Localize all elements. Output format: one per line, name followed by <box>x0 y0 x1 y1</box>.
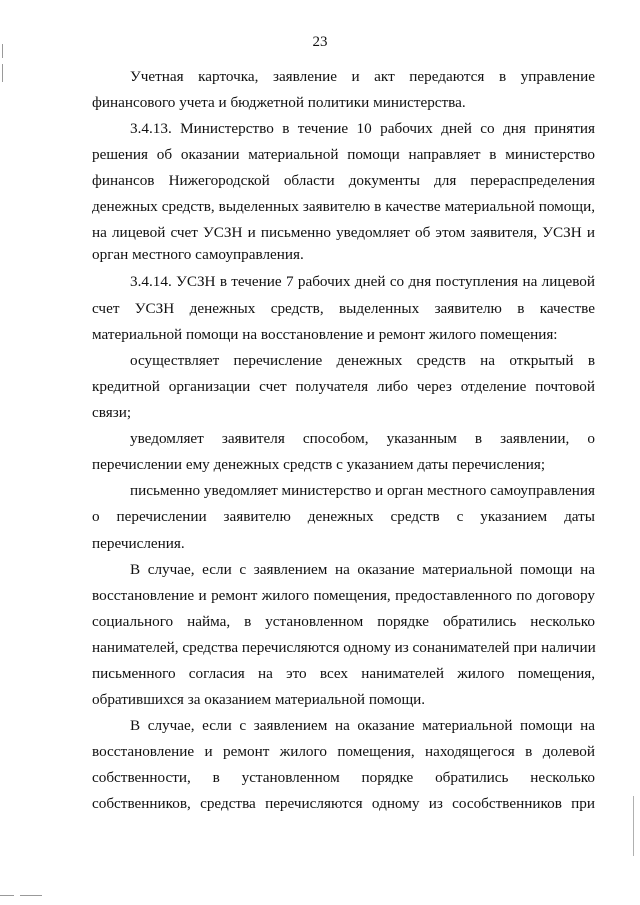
text-line: 3.4.13. Министерство в течение 10 рабочих дней со дня принятия <box>130 120 595 137</box>
text-line: письменно уведомляет министерство и орган местного самоуправления <box>130 482 596 499</box>
text-line: осуществляет перечисление денежных средств на открытый в <box>130 352 595 369</box>
text-line: орган местного самоуправления. <box>92 246 304 263</box>
scan-edge-mark <box>2 64 3 82</box>
text-line: перечисления. <box>92 535 185 552</box>
text-line: связи; <box>92 404 132 421</box>
text-line: Учетная карточка, заявление и акт передаются в управление <box>130 68 595 85</box>
page-number: 23 <box>312 34 328 50</box>
text-line: восстановление и ремонт жилого помещения, предоставленного по договору <box>92 587 595 604</box>
text-line: 3.4.14. УСЗН в течение 7 рабочих дней со дня поступления на лицевой <box>130 273 595 290</box>
text-line: решения об оказании материальной помощи направляет в министерство <box>92 146 595 163</box>
text-line: собственности, в установленном порядке обратились несколько <box>92 769 595 786</box>
scan-edge-mark <box>633 796 634 856</box>
text-line: восстановление и ремонт жилого помещения, находящегося в долевой <box>92 743 595 760</box>
text-line: нанимателей, средства перечисляются одному из сонанимателей при наличии <box>92 639 596 656</box>
text-line: финансов Нижегородской области документы для перераспределения <box>92 172 595 189</box>
text-line: на лицевой счет УСЗН и письменно уведомляет об этом заявителя, УСЗН и <box>92 224 595 241</box>
text-line: денежных средств, выделенных заявителю в качестве материальной помощи, <box>92 198 595 215</box>
text-line: перечислении ему денежных средств с указанием даты перечисления; <box>92 456 546 473</box>
text-line: о перечислении заявителю денежных средств с указанием даты <box>92 508 595 525</box>
text-line: В случае, если с заявлением на оказание материальной помощи на <box>130 561 595 578</box>
text-line: уведомляет заявителя способом, указанным в заявлении, о <box>130 430 595 447</box>
text-line: обратившихся за оказанием материальной помощи. <box>92 691 426 708</box>
text-line: В случае, если с заявлением на оказание материальной помощи на <box>130 717 595 734</box>
text-line: материальной помощи на восстановление и ремонт жилого помещения: <box>92 326 558 343</box>
text-line: финансового учета и бюджетной политики министерства. <box>92 94 466 111</box>
text-line: социального найма, в установленном порядке обратились несколько <box>92 613 595 630</box>
text-line: кредитной организации счет получателя либо через отделение почтовой <box>92 378 595 395</box>
scan-edge-mark <box>20 895 42 896</box>
text-line: собственников, средства перечисляются одному из сособственников при <box>92 795 595 812</box>
text-line: счет УСЗН денежных средств, выделенных заявителю в качестве <box>92 300 595 317</box>
scan-edge-mark <box>0 895 14 896</box>
text-line: письменного согласия на это всех нанимателей жилого помещения, <box>92 665 595 682</box>
